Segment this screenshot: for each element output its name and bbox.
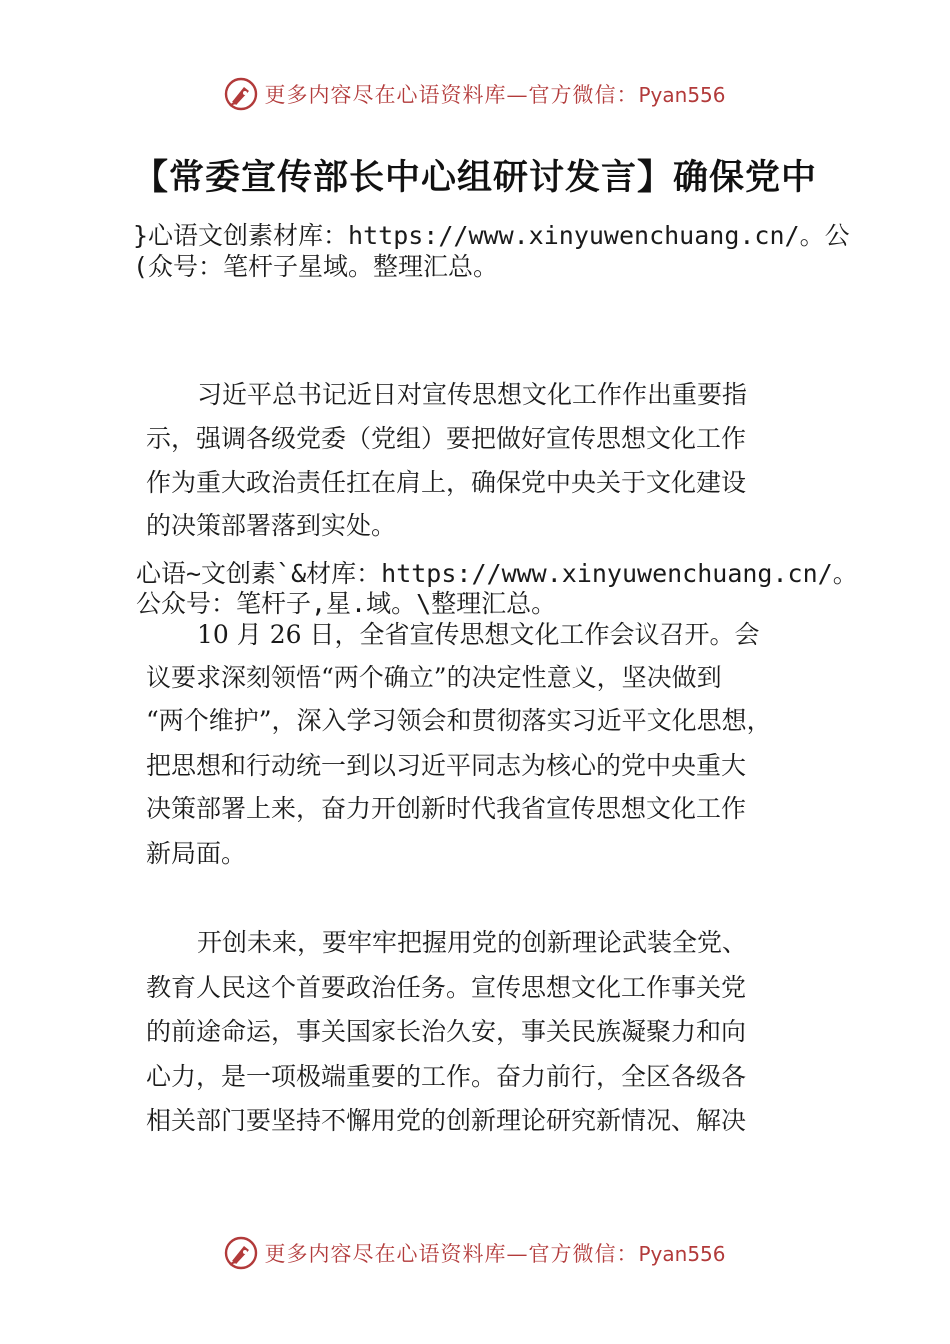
pen-nib-logo-icon: [224, 77, 258, 111]
source-note-line: }心语文创素材库：https://www.xinyuwenchuang.cn/。公: [133, 221, 850, 250]
source-note-line: (众号：笔杆子星域。整理汇总。: [133, 252, 499, 281]
source-note-line: 公众号：笔杆子,星.域。\整理汇总。: [136, 589, 557, 618]
paragraph-line: 的前途命运，事关国家长治久安，事关民族凝聚力和向: [146, 1017, 747, 1046]
paragraph-line: 心力，是一项极端重要的工作。奋力前行，全区各级各: [146, 1062, 747, 1091]
footer-banner: [0, 1231, 950, 1275]
paragraph-line: 把思想和行动统一到以习近平同志为核心的党中央重大: [146, 751, 747, 780]
paragraph-line: 作为重大政治责任扛在肩上，确保党中央关于文化建设: [146, 468, 747, 497]
document-title: 【常委宣传部长中心组研讨发言】确保党中: [132, 158, 817, 198]
paragraph-line: 10 月 26 日，全省宣传思想文化工作会议召开。会: [197, 620, 760, 649]
paragraph-line: 示，强调各级党委（党组）要把做好宣传思想文化工作: [146, 424, 747, 453]
paragraph-line: 教育人民这个首要政治任务。宣传思想文化工作事关党: [146, 973, 747, 1002]
pen-nib-logo-icon: [224, 1236, 258, 1270]
paragraph-line: 相关部门要坚持不懈用党的创新理论研究新情况、解决: [146, 1106, 747, 1135]
header-banner: [0, 72, 950, 116]
paragraph-line: 开创未来，要牢牢把握用党的创新理论武装全党、: [197, 928, 748, 957]
paragraph-line: 议要求深刻领悟“两个确立”的决定性意义，坚决做到: [146, 663, 722, 692]
paragraph-line: 新局面。: [146, 839, 247, 868]
paragraph-line: 的决策部署落到实处。: [146, 511, 397, 540]
paragraph-line: 习近平总书记近日对宣传思想文化工作作出重要指: [197, 380, 748, 409]
source-note-line: 心语~文创素`&材库：https://www.xinyuwenchuang.cn/。: [136, 559, 858, 588]
paragraph-line: “两个维护”，深入学习领会和贯彻落实习近平文化思想，: [146, 706, 772, 735]
paragraph-line: 决策部署上来，奋力开创新时代我省宣传思想文化工作: [146, 794, 747, 823]
footer-banner-text: 更多内容尽在心语资料库—官方微信：Pyan556: [264, 1242, 726, 1266]
header-banner-text: 更多内容尽在心语资料库—官方微信：Pyan556: [264, 83, 726, 107]
